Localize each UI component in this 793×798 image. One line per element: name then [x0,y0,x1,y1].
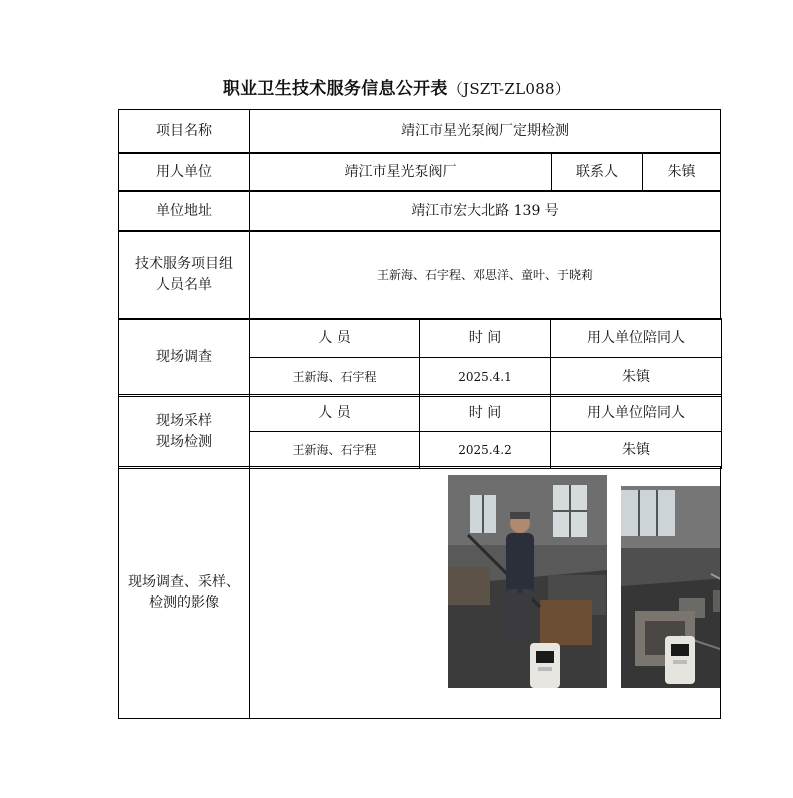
sampling-date: 2025.4.2 [419,431,551,469]
site-survey-personnel: 王新海、石宇程 [249,357,420,397]
sampling-label-line1: 现场采样 [156,412,212,429]
sampling-label [118,394,250,469]
project-name-label: 项目名称 [118,109,250,154]
document-code: （JSZT-ZL088） [447,80,571,98]
row-site-survey [119,319,720,396]
images-label [118,466,250,719]
project-name-value: 靖江市星光泵阀厂定期检测 [249,109,721,154]
address-value: 靖江市宏大北路 139 号 [249,190,721,232]
images-label-line1: 现场调查、采样、 [128,573,240,590]
address-label: 单位地址 [118,190,250,232]
sampling-escort: 朱镇 [550,431,722,469]
team-label-line1: 技术服务项目组 [135,256,233,272]
row-employer [119,153,720,192]
site-survey-header-escort: 用人单位陪同人 [550,318,722,358]
employer-value: 靖江市星光泵阀厂 [249,152,552,192]
team-members: 王新海、石宇程、邓思洋、童叶、于晓莉 [249,230,721,320]
contact-label: 联系人 [551,152,643,192]
team-label-line2: 人员名单 [156,277,212,293]
contact-value: 朱镇 [642,152,721,192]
title-text: 职业卫生技术服务信息公开表 [222,79,448,99]
sampling-header-escort: 用人单位陪同人 [550,394,722,432]
sampling-header-time: 时 间 [419,394,551,432]
site-survey-escort: 朱镇 [550,357,722,397]
site-photo-sampling [621,486,721,688]
sampling-header-personnel: 人 员 [249,394,420,432]
team-label [118,230,250,320]
site-survey-date: 2025.4.1 [419,357,551,397]
images-cell [249,466,721,719]
sampling-label-line2: 现场检测 [156,433,212,450]
site-survey-label: 现场调查 [118,318,250,397]
row-project-name [119,110,720,154]
sampling-personnel: 王新海、石宇程 [249,431,420,469]
images-label-line2: 检测的影像 [149,594,219,611]
row-sampling [119,395,720,468]
row-address [119,191,720,232]
row-images [119,467,720,719]
site-survey-header-personnel: 人 员 [249,318,420,358]
row-team [119,231,720,320]
employer-label: 用人单位 [118,152,250,192]
site-survey-header-time: 时 间 [419,318,551,358]
site-photo-survey [448,475,607,688]
page-title [0,74,793,104]
